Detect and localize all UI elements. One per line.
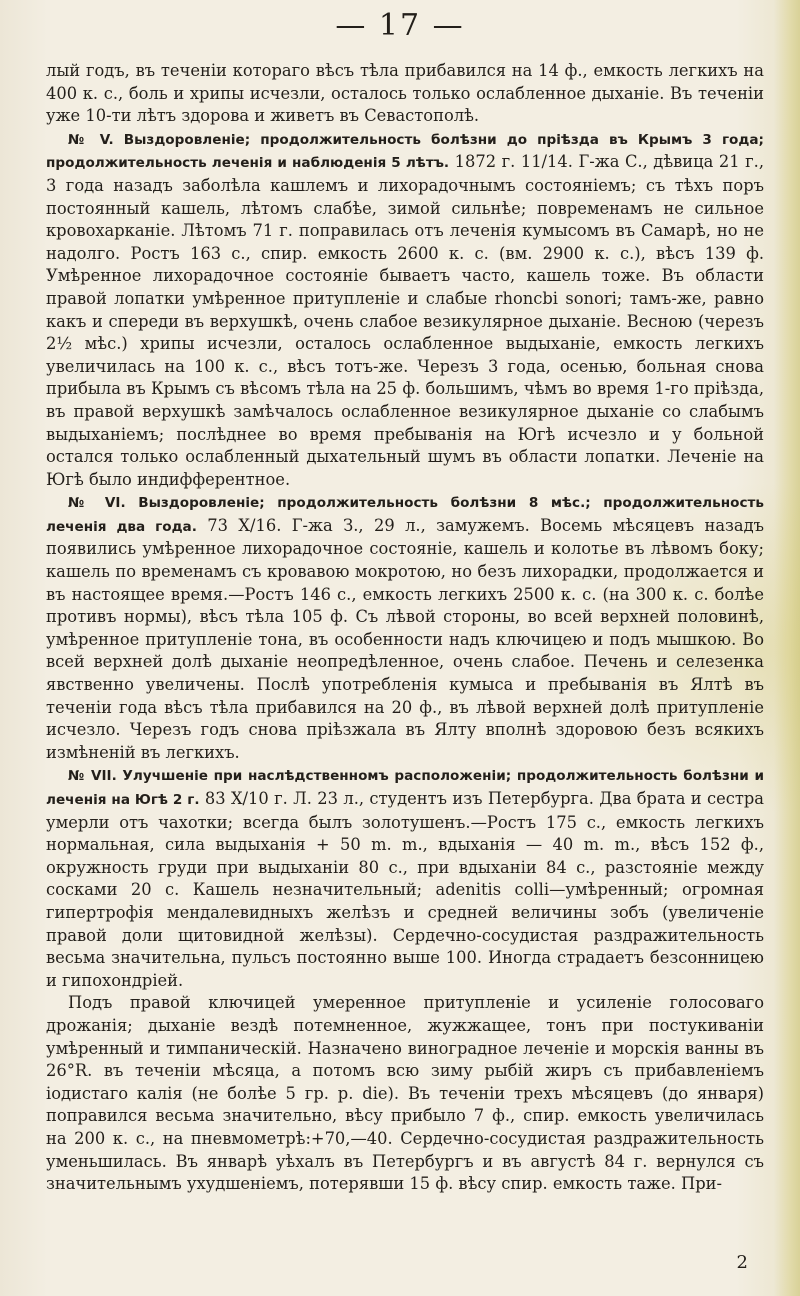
paragraph-text: Подъ правой ключицей умеренное притупленіе и усиленіе голосоваго дрожанія; дыханіе вездѣ потемненное, жужжащее, тонъ при постукиваніи умѣренный и тимпаническій. Назначено виноградное леченіе и морскія ванны въ 26°R. въ теченіи мѣсяца, а потомъ всю зиму рыбій жиръ съ прибавленіемъ іодистаго калія (не болѣе 5 гр. p. die). Въ теченіи трехъ мѣсяцевъ (до января) поправился весьма значительно, вѣсу прибыло 7 ф., спир. емкость увеличилась на 200 к. с., на пневмометрѣ:+70,—40. Сердечно-сосудистая раздражительность уменьшилась. Въ январѣ уѣхалъ въ Петербургъ и въ августѣ 84 г. вернулся съ значительнымъ ухудшеніемъ, потерявши 15 ф. вѣсу спир. емкость таже. При- <box>46 993 764 1194</box>
case-v-paragraph <box>46 128 764 492</box>
printer-signature-mark: 2 <box>736 1252 748 1273</box>
case-vii-continuation <box>46 992 764 1195</box>
case-heading: № V. Выздоровленіе; продолжительность болѣзни до пріѣзда въ Крымъ 3 года; продолжительность леченія и наблюденія 5 лѣтъ. <box>46 131 764 172</box>
paragraph-continuation <box>46 60 764 128</box>
case-heading: № VI. Выздоровленіе; продолжительность болѣзни 8 мѣс.; продолжительность леченія два года. <box>46 495 764 535</box>
page-number: — 17 — <box>335 8 465 43</box>
paragraph-text: 83 X/10 г. Л. 23 л., студентъ изъ Петербурга. Два брата и сестра умерли отъ чахотки; всегда былъ золотушенъ.—Ростъ 175 с., емкость легкихъ нормальная, сила выдыханія + 50 m. m., вдыханія — 40 m. m., вѣсъ 152 ф., окружность груди при выдыханіи 80 с., при вдыханіи 84 с., разстояніе между сосками 20 с. Кашель незначительный; adenitis colli—умѣренный; огромная гипертрофія мендалевидныхъ желѣзъ и средней величины зобъ (увеличеніе правой доли щитовидной желѣзы). Сердечно-сосудистая раздражительность весьма значительна, пульсъ постоянно выше 100. Иногда страдаетъ безсонницею и гипохондріей. <box>46 789 764 990</box>
body-text <box>46 60 764 1196</box>
case-heading: № VII. Улучшеніе при наслѣдственномъ расположеніи; продолжительность болѣзни и леченія на Югѣ 2 г. <box>46 768 764 808</box>
case-vi-paragraph <box>46 491 764 764</box>
page-edge-stain <box>774 0 800 1296</box>
paragraph-text: 73 X/16. Г-жа З., 29 л., замужемъ. Восемь мѣсяцевъ назадъ появились умѣренное лихорадочное состояніе, кашель и колотье въ лѣвомъ боку; кашель по временамъ съ кровавою мокротою, но безъ лихорадки, продолжается и въ настоящее время.—Ростъ 146 с., емкость легкихъ 2500 к. с. (на 300 к. с. болѣе противъ нормы), вѣсъ тѣла 105 ф. Съ лѣвой стороны, во всей верхней половинѣ, умѣренное притупленіе тона, въ особенности надъ ключицею и подъ мышкою. Во всей верхней долѣ дыханіе неопредѣленное, очень слабое. Печень и селезенка явственно увеличены. Послѣ употребленія кумыса и пребыванія въ Ялтѣ въ теченіи года вѣсъ тѣла прибавился на 20 ф., въ лѣвой верхней долѣ притупленіе исчезло. Черезъ годъ снова пріѣзжала въ Ялту вполнѣ здоровою безъ всякихъ измѣненій въ легкихъ. <box>46 515 765 762</box>
case-vii-paragraph <box>46 764 764 992</box>
paragraph-text: 1872 г. 11/14. Г-жа С., дѣвица 21 г., 3 года назадъ заболѣла кашлемъ и лихорадочнымъ состояніемъ; съ тѣхъ поръ постоянный кашель, лѣтомъ слабѣе, зимой сильнѣе; повременамъ не сильное кровохарканіе. Лѣтомъ 71 г. поправилась отъ леченія кумысомъ въ Самарѣ, но не надолго. Ростъ 163 с., спир. емкость 2600 к. с. (вм. 2900 к. с.), вѣсъ 139 ф. Умѣренное лихорадочное состояніе бываетъ часто, кашель тоже. Въ области правой лопатки умѣренное притупленіе и слабые rhoncbi sonori; тамъ-же, равно какъ и спереди въ верхушкѣ, очень слабое везикулярное дыханіе. Весною (черезъ 2½ мѣс.) хрипы исчезли, осталось ослабленное выдыханіе, емкость легкихъ увеличилась на 100 к. с., вѣсъ тотъ-же. Черезъ 3 года, осенью, больная снова прибыла въ Крымъ съ вѣсомъ тѣла на 25 ф. большимъ, чѣмъ во время 1-го пріѣзда, въ правой верхушкѣ замѣчалось ослабленное везикулярное дыханіе со слабымъ выдыханіемъ; послѣднее во время пребыванія на Югѣ исчезло и у больной остался только ослабленный дыхательный шумъ въ области лопатки. Леченіе на Югѣ было индифферентное. <box>46 152 765 489</box>
paragraph-text: лый годъ, въ теченіи котораго вѣсъ тѣла прибавился на 14 ф., емкость легкихъ на 400 к. с., боль и хрипы исчезли, осталось только ослабленное дыханіе. Въ теченіи уже 10-ти лѣтъ здорова и живетъ въ Севастополѣ. <box>46 61 764 126</box>
